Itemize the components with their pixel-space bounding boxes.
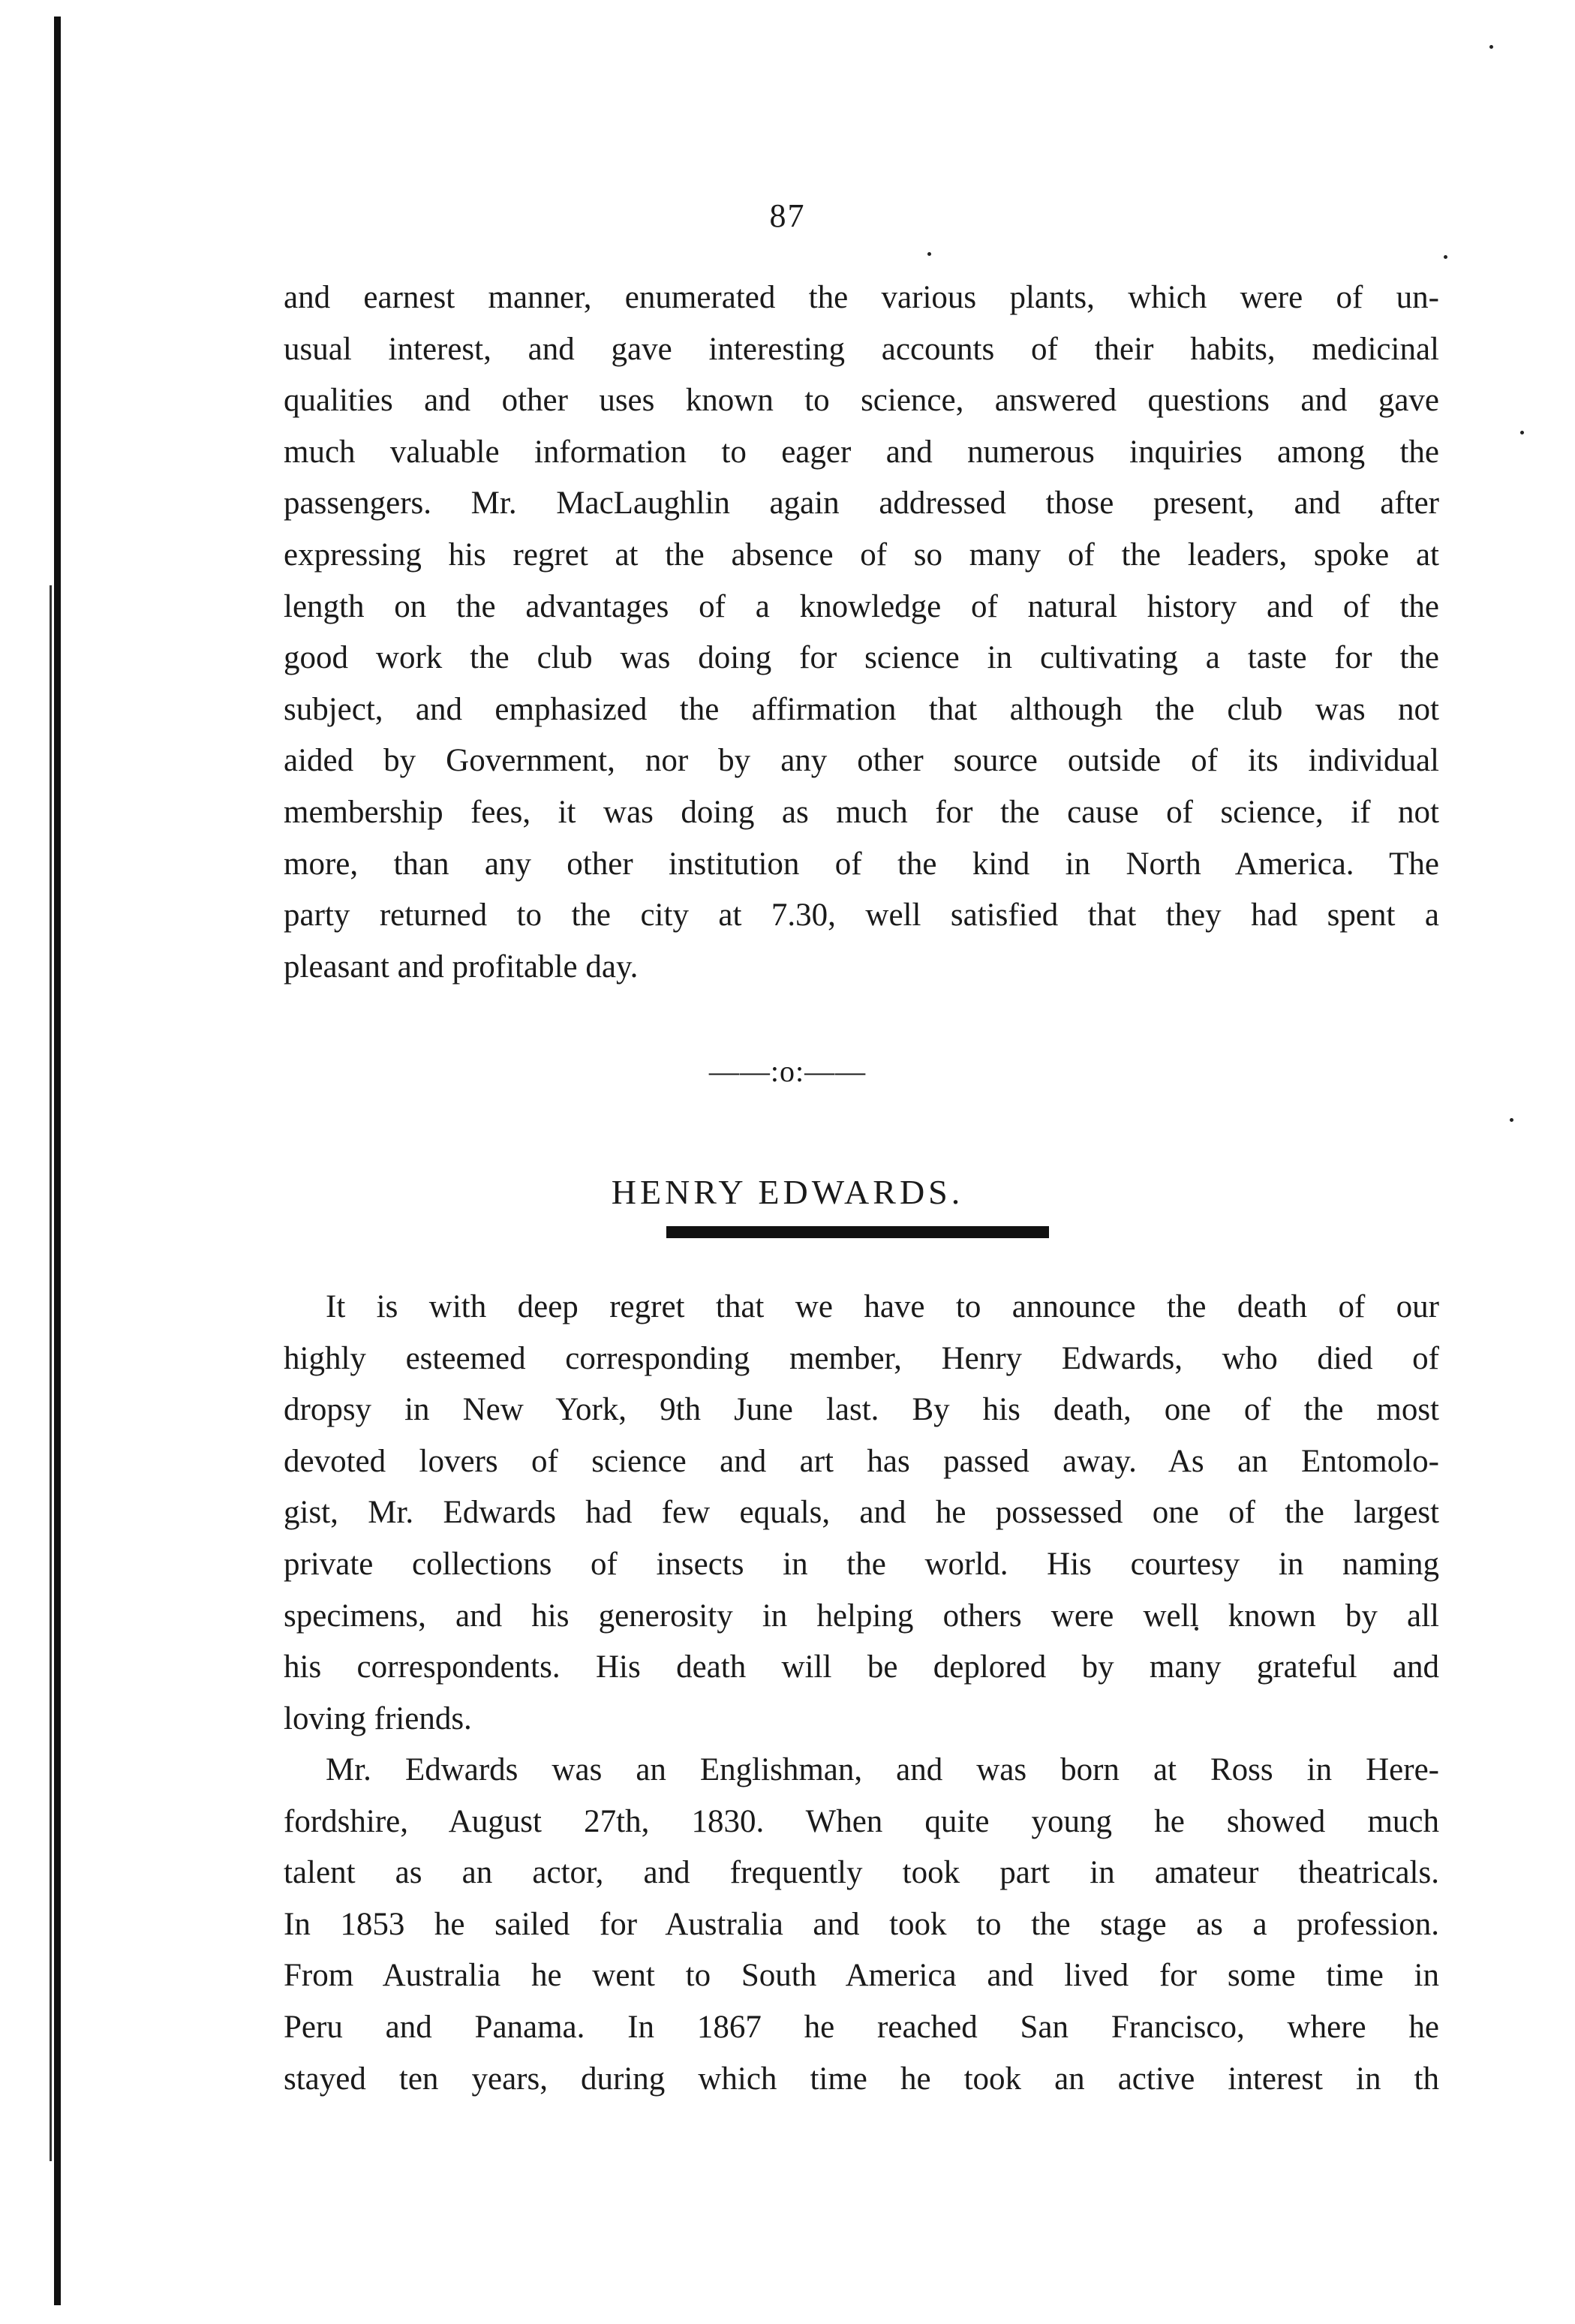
text-line: much valuable information to eager and numerous inquiries among the <box>284 434 1439 470</box>
scan-speck <box>1510 1118 1513 1122</box>
text-line: dropsy in New York, 9th June last. By his death, one of the most <box>284 1392 1439 1428</box>
text-line: subject, and emphasized the affirmation that although the club was not <box>284 691 1439 727</box>
scan-speck <box>927 252 931 256</box>
text-line: good work the club was doing for science in cultivating a taste for the <box>284 640 1439 676</box>
text-line: It is with deep regret that we have to announce the death of our <box>326 1289 1439 1324</box>
text-line: talent as an actor, and frequently took part in amateur theatricals. <box>284 1855 1439 1891</box>
section-heading: HENRY EDWARDS. <box>611 1173 964 1211</box>
text-line: In 1853 he sailed for Australia and took to the stage as a profession. <box>284 1906 1439 1942</box>
text-line: length on the advantages of a knowledge of natural history and of the <box>284 588 1439 624</box>
text-line: pleasant and profitable day. <box>284 949 639 985</box>
text-line: stayed ten years, during which time he took an active interest in th <box>284 2061 1439 2097</box>
text-line: and earnest manner, enumerated the various plants, which were of un- <box>284 280 1439 315</box>
text-line: more, than any other institution of the kind in North America. The <box>284 846 1439 882</box>
text-line: passengers. Mr. MacLaughlin again addressed those present, and after <box>284 486 1439 522</box>
left-margin-scan-shadow <box>50 585 52 2161</box>
text-line: Mr. Edwards was an Englishman, and was born at Ross in Here- <box>326 1752 1439 1787</box>
obituary-paragraph-2 <box>284 1745 1439 2105</box>
text-line: private collections of insects in the world. His courtesy in naming <box>284 1546 1439 1582</box>
text-line: loving friends. <box>284 1700 472 1736</box>
text-line: fordshire, August 27th, 1830. When quite young he showed much <box>284 1803 1439 1839</box>
text-line: aided by Government, nor by any other source outside of its individual <box>284 743 1439 779</box>
text-line: qualities and other uses known to science, answered questions and gave <box>284 383 1439 419</box>
scan-speck <box>1444 255 1447 259</box>
text-line: his correspondents. His death will be deplored by many grateful and <box>284 1649 1439 1685</box>
heading-underline-rule <box>666 1226 1049 1238</box>
page-number: 87 <box>769 197 806 234</box>
obituary-paragraph-1 <box>284 1282 1439 1745</box>
left-margin-scan-edge <box>54 17 61 2305</box>
text-line: devoted lovers of science and art has passed away. As an Entomolo- <box>284 1443 1439 1479</box>
scan-speck <box>1520 431 1524 434</box>
text-line: Peru and Panama. In 1867 he reached San Francisco, where he <box>284 2009 1439 2045</box>
text-line: From Australia he went to South America and lived for some time in <box>284 1958 1439 1994</box>
text-line: usual interest, and gave interesting accounts of their habits, medicinal <box>284 331 1439 367</box>
section-separator: ——:o:—— <box>708 1054 867 1088</box>
text-line: gist, Mr. Edwards had few equals, and he possessed one of the largest <box>284 1495 1439 1531</box>
text-line: membership fees, it was doing as much for the cause of science, if not <box>284 794 1439 830</box>
text-line: party returned to the city at 7.30, well satisfied that they had spent a <box>284 897 1439 934</box>
paragraph-continued <box>284 272 1439 993</box>
text-line: specimens, and his generosity in helping others were well known by all <box>284 1598 1439 1634</box>
text-line: highly esteemed corresponding member, Henry Edwards, who died of <box>284 1340 1439 1376</box>
scan-speck <box>1489 45 1493 49</box>
text-line: expressing his regret at the absence of so many of the leaders, spoke at <box>284 537 1439 573</box>
